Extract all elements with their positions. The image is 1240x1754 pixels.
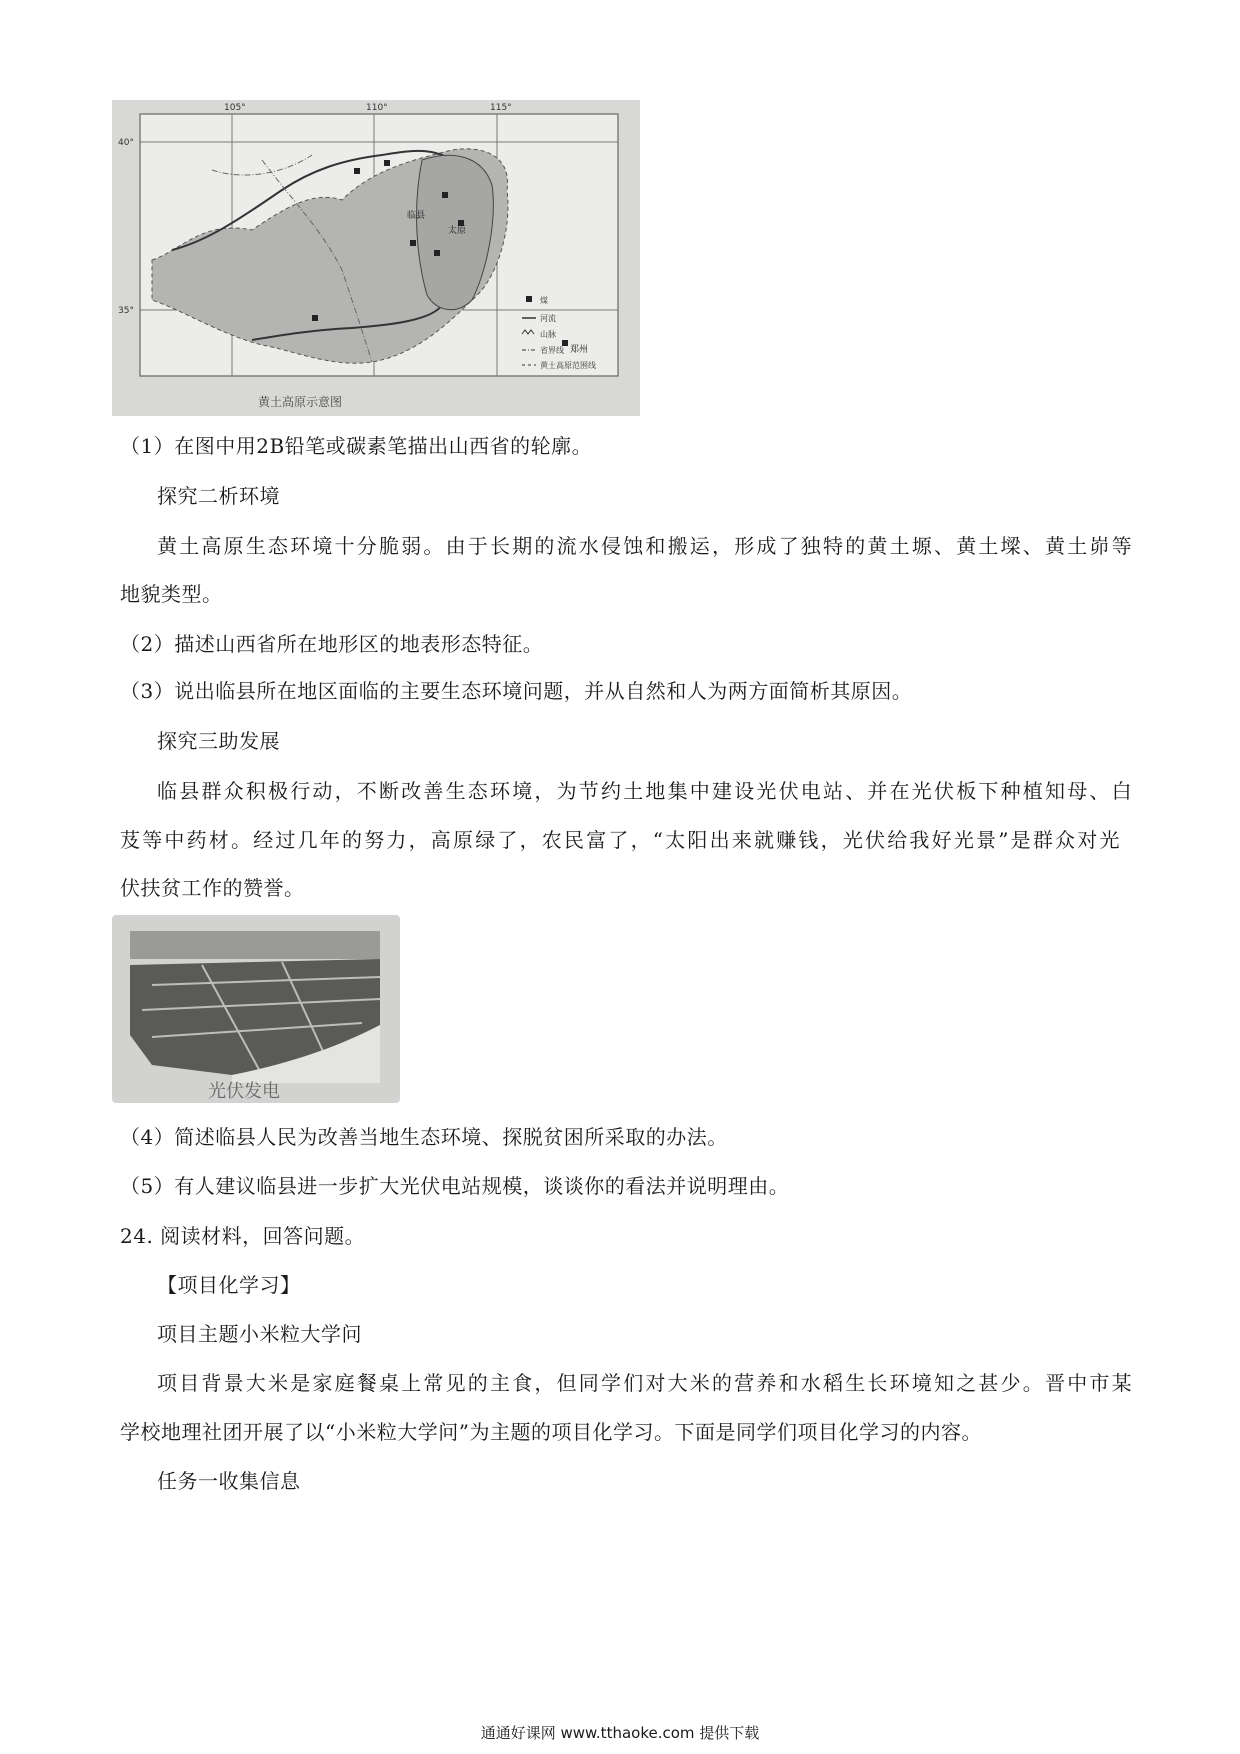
loess-plateau-map [112, 100, 640, 416]
legend-plateau-range: 黄土高原范围线 [540, 361, 596, 370]
question-5: （5）有人建议临县进一步扩大光伏电站规模，谈谈你的看法并说明理由。 [120, 1174, 790, 1198]
legend-river: 河流 [540, 314, 556, 323]
lon-label-115: 115° [490, 103, 512, 113]
project-tag: 【项目化学习】 [157, 1273, 301, 1297]
section-3-text-line-1: 临县群众积极行动，不断改善生态环境，为节约土地集中建设光伏电站、并在光伏板下种植知母、白 [157, 779, 1134, 803]
lon-label-110: 110° [366, 103, 388, 113]
photo-drawing [112, 915, 400, 1103]
section-2-title: 探究二析环境 [157, 484, 280, 508]
section-3-title: 探究三助发展 [157, 729, 280, 753]
map-caption: 黄土高原示意图 [258, 395, 343, 409]
project-background-line-2: 学校地理社团开展了以“小米粒大学问”为主题的项目化学习。下面是同学们项目化学习的内容。 [120, 1420, 982, 1444]
question-1: （1）在图中用2B铅笔或碳素笔描出山西省的轮廓。 [120, 434, 593, 458]
question-24-title: 24. 阅读材料，回答问题。 [120, 1224, 366, 1248]
map-drawing [112, 100, 640, 416]
section-2-text-line-2: 地貌类型。 [120, 582, 223, 606]
legend-mountain: 山脉 [540, 330, 556, 339]
city-label-linxian: 临县 [407, 211, 426, 221]
solar-power-photo [112, 915, 400, 1103]
section-3-text-line-2: 芨等中药材。经过几年的努力，高原绿了，农民富了，“太阳出来就赚钱，光伏给我好光景”是群众对光 [120, 828, 1122, 852]
legend-coal: 煤 [540, 296, 548, 305]
city-label-zhengzhou: 郑州 [570, 345, 589, 355]
lat-label-35: 35° [118, 306, 134, 316]
photo-caption: 光伏发电 [208, 1081, 280, 1102]
project-theme: 项目主题小米粒大学问 [157, 1322, 362, 1346]
question-3: （3）说出临县所在地区面临的主要生态环境问题，并从自然和人为两方面简析其原因。 [120, 679, 913, 703]
lon-label-105: 105° [224, 103, 246, 113]
page-footer: 通通好课网 www.tthaoke.com 提供下载 [480, 1724, 760, 1742]
lat-label-40: 40° [118, 138, 134, 148]
question-2: （2）描述山西省所在地形区的地表形态特征。 [120, 632, 544, 656]
city-label-taiyuan: 太原 [448, 226, 467, 236]
project-background-line-1: 项目背景大米是家庭餐桌上常见的主食，但同学们对大米的营养和水稻生长环境知之甚少。晋中市某 [157, 1371, 1134, 1395]
section-3-text-line-3: 伏扶贫工作的赞誉。 [120, 876, 305, 900]
task-1-title: 任务一收集信息 [157, 1469, 301, 1493]
section-2-text-line-1: 黄土高原生态环境十分脆弱。由于长期的流水侵蚀和搬运，形成了独特的黄土塬、黄土墚、黄土峁等 [157, 534, 1134, 558]
legend-border: 省界线 [540, 346, 564, 355]
question-4: （4）简述临县人民为改善当地生态环境、探脱贫困所采取的办法。 [120, 1125, 728, 1149]
